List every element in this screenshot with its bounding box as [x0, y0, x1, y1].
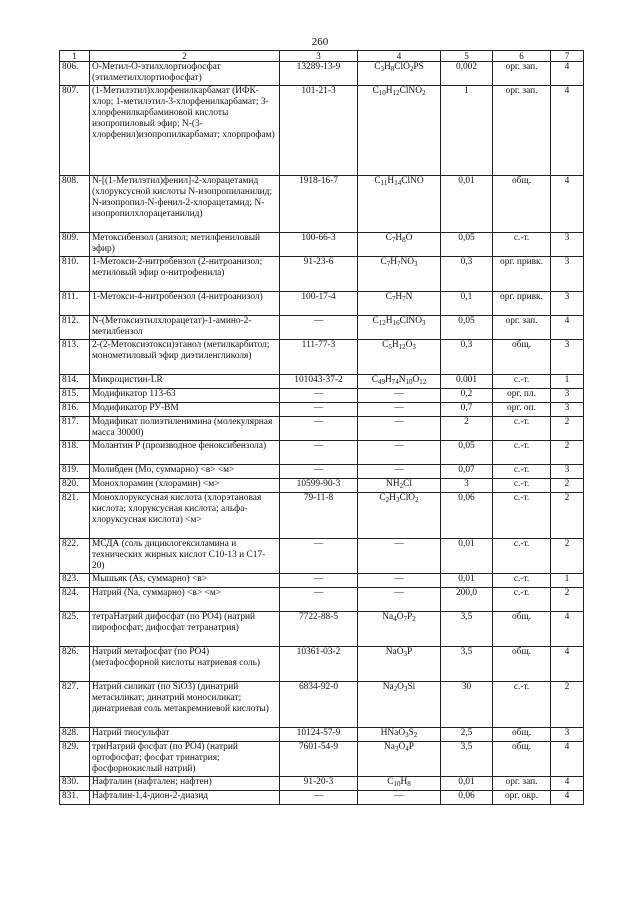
row-number: 808.	[60, 176, 90, 233]
row-number: 819.	[60, 465, 90, 479]
table-row	[60, 777, 584, 791]
limit-value: 0,06	[441, 493, 493, 539]
substance-name: Молантин Р (производное феноксибензола)	[90, 441, 280, 465]
chemical-formula: —	[358, 417, 441, 441]
table-row	[60, 176, 584, 233]
hazard-indicator: общ.	[493, 728, 551, 742]
limit-value: 0,05	[441, 233, 493, 257]
cas-number: 13289-13-9	[280, 62, 358, 86]
row-number: 827.	[60, 682, 90, 728]
row-number: 810.	[60, 257, 90, 292]
limit-value: 0,01	[441, 777, 493, 791]
row-number: 825.	[60, 612, 90, 647]
row-number: 809.	[60, 233, 90, 257]
substance-table	[59, 50, 584, 805]
limit-value: 0.001	[441, 375, 493, 389]
table-row	[60, 403, 584, 417]
table-row	[60, 682, 584, 728]
substance-name: МСДА (соль дициклогексиламина и технических жирных кислот С10-13 и С17-20)	[90, 539, 280, 574]
chemical-formula: —	[358, 588, 441, 612]
hazard-class: 4	[551, 742, 584, 777]
limit-value: 0,01	[441, 176, 493, 233]
limit-value: 200,0	[441, 588, 493, 612]
substance-name: Нафталин (нафтален; нафтен)	[90, 777, 280, 791]
hazard-class: 2	[551, 539, 584, 574]
hazard-indicator: с.-т.	[493, 539, 551, 574]
column-header: 6	[493, 51, 551, 62]
row-number: 807.	[60, 86, 90, 176]
substance-name: Натрий метафосфат (по PO4) (метафосфорной кислоты натриевая соль)	[90, 647, 280, 682]
chemical-formula: $Na_2O_3Si$	[358, 682, 441, 728]
table-row	[60, 86, 584, 176]
hazard-indicator: с.-т.	[493, 682, 551, 728]
hazard-indicator: орг. привк.	[493, 257, 551, 292]
cas-number: 7722-88-5	[280, 612, 358, 647]
row-number: 823.	[60, 574, 90, 588]
chemical-formula: $C_7H_7NO_3$	[358, 257, 441, 292]
substance-name: тетраНатрий дифосфат (по PO4) (натрий пирофосфат; дифосфат тетранатрия)	[90, 612, 280, 647]
column-header: 1	[60, 51, 90, 62]
table-row	[60, 539, 584, 574]
substance-name: Микроцистин-LR	[90, 375, 280, 389]
cas-number: —	[280, 389, 358, 403]
hazard-indicator: орг. зап.	[493, 777, 551, 791]
substance-name: Молибден (Mo, суммарно) <в> <м>	[90, 465, 280, 479]
limit-value: 3,5	[441, 742, 493, 777]
hazard-class: 3	[551, 340, 584, 375]
row-number: 831.	[60, 791, 90, 805]
hazard-indicator: общ.	[493, 647, 551, 682]
table-row	[60, 465, 584, 479]
limit-value: 3,5	[441, 647, 493, 682]
hazard-indicator: орг. привк.	[493, 292, 551, 316]
hazard-class: 2	[551, 682, 584, 728]
row-number: 821.	[60, 493, 90, 539]
row-number: 811.	[60, 292, 90, 316]
column-header-row	[60, 51, 584, 62]
table-row	[60, 257, 584, 292]
table-row	[60, 791, 584, 805]
hazard-class: 2	[551, 588, 584, 612]
substance-name: Натрий (Na, суммарно) <в> <м>	[90, 588, 280, 612]
chemical-formula: $C_{12}H_{16}ClNO_3$	[358, 316, 441, 340]
limit-value: 3	[441, 479, 493, 493]
hazard-indicator: общ.	[493, 612, 551, 647]
substance-name: Метоксибензол (анизол; метилфениловый эфир)	[90, 233, 280, 257]
table-row	[60, 574, 584, 588]
row-number: 824.	[60, 588, 90, 612]
limit-value: 0,07	[441, 465, 493, 479]
row-number: 826.	[60, 647, 90, 682]
cas-number: 10124-57-9	[280, 728, 358, 742]
table-row	[60, 389, 584, 403]
row-number: 815.	[60, 389, 90, 403]
hazard-class: 2	[551, 417, 584, 441]
substance-name: триНатрий фосфат (по PO4) (натрий ортофосфат; фосфат тринатрия; фосфорнокислый натрий)	[90, 742, 280, 777]
hazard-class: 2	[551, 493, 584, 539]
table-row	[60, 292, 584, 316]
cas-number: —	[280, 588, 358, 612]
column-header: 4	[358, 51, 441, 62]
hazard-indicator: общ.	[493, 340, 551, 375]
hazard-class: 4	[551, 647, 584, 682]
cas-number: 10361-03-2	[280, 647, 358, 682]
hazard-class: 1	[551, 375, 584, 389]
hazard-class: 4	[551, 612, 584, 647]
hazard-indicator: с.-т.	[493, 479, 551, 493]
substance-name: Монохлоруксусная кислота (хлорэтановая кислота; хлоруксусная кислота; альфа- хлоруксусная кислота) <м>	[90, 493, 280, 539]
substance-name: 1-Метокси-4-нитробензол (4-нитроанизол)	[90, 292, 280, 316]
cas-number: —	[280, 574, 358, 588]
row-number: 830.	[60, 777, 90, 791]
hazard-indicator: орг. зап.	[493, 316, 551, 340]
hazard-indicator: орг. зап.	[493, 62, 551, 86]
row-number: 828.	[60, 728, 90, 742]
row-number: 829.	[60, 742, 90, 777]
row-number: 822.	[60, 539, 90, 574]
cas-number: 1918-16-7	[280, 176, 358, 233]
chemical-formula: $Na_4O_7P_2$	[358, 612, 441, 647]
substance-name: 2-(2-Метоксиэтокси)этанол (метилкарбитол; монометиловый эфир диэтиленгликоля)	[90, 340, 280, 375]
substance-name: Мышьяк (As, суммарно) <в>	[90, 574, 280, 588]
limit-value: 0,01	[441, 539, 493, 574]
row-number: 817.	[60, 417, 90, 441]
chemical-formula: $C_7H_7N$	[358, 292, 441, 316]
hazard-class: 4	[551, 62, 584, 86]
substance-name: N-(Метоксиэтилхлорацетат)-1-амино-2-метилбензол	[90, 316, 280, 340]
cas-number: 100-66-3	[280, 233, 358, 257]
row-number: 818.	[60, 441, 90, 465]
cas-number: 91-23-6	[280, 257, 358, 292]
chemical-formula: $HNaO_3S_2$	[358, 728, 441, 742]
substance-name: Модификатор РУ-ВМ	[90, 403, 280, 417]
cas-number: —	[280, 791, 358, 805]
cas-number: 79-11-8	[280, 493, 358, 539]
hazard-class: 2	[551, 441, 584, 465]
row-number: 814.	[60, 375, 90, 389]
cas-number: 111-77-3	[280, 340, 358, 375]
chemical-formula: $C_7H_8O$	[358, 233, 441, 257]
chemical-formula: $C_2H_3ClO_2$	[358, 493, 441, 539]
hazard-indicator: с.-т.	[493, 493, 551, 539]
hazard-indicator: общ.	[493, 742, 551, 777]
cas-number: —	[280, 403, 358, 417]
row-number: 816.	[60, 403, 90, 417]
limit-value: 0,3	[441, 340, 493, 375]
table-row	[60, 375, 584, 389]
substance-name: Натрий силикат (по SiO3) (динатрий метасиликат; динатрий моносиликат; динатриевая соль метакремниевой кислоты)	[90, 682, 280, 728]
cas-number: —	[280, 417, 358, 441]
hazard-indicator: общ.	[493, 176, 551, 233]
column-header: 2	[90, 51, 280, 62]
substance-name: Модификатор 113-63	[90, 389, 280, 403]
table-row	[60, 742, 584, 777]
hazard-class: 4	[551, 176, 584, 233]
hazard-class: 2	[551, 479, 584, 493]
table-row	[60, 340, 584, 375]
hazard-class: 3	[551, 465, 584, 479]
cas-number: —	[280, 316, 358, 340]
chemical-formula: —	[358, 539, 441, 574]
cas-number: 7601-54-9	[280, 742, 358, 777]
hazard-class: 3	[551, 257, 584, 292]
column-header: 5	[441, 51, 493, 62]
chemical-formula: —	[358, 389, 441, 403]
substance-name: О-Метил-О-этилхлортиофосфат (этилметилхлортиофосфат)	[90, 62, 280, 86]
substance-name: 1-Метокси-2-нитробензол (2-нитроанизол; метиловый эфир о-нитрофенила)	[90, 257, 280, 292]
hazard-class: 4	[551, 791, 584, 805]
hazard-class: 3	[551, 292, 584, 316]
hazard-indicator: с.-т.	[493, 233, 551, 257]
column-header: 3	[280, 51, 358, 62]
chemical-formula: —	[358, 791, 441, 805]
limit-value: 0,002	[441, 62, 493, 86]
cas-number: —	[280, 539, 358, 574]
cas-number: 6834-92-0	[280, 682, 358, 728]
substance-name: (1-Метилэтил)хлорфенилкарбамат (ИФК-хлор; 1-метилэтил-3-хлорфенилкарбамат; 3-хлорфенилкарбаминовой кислоты изопропиловый эфир; N-(3-хлорфенил)изопропилкарбамат; хлорпрофам)	[90, 86, 280, 176]
hazard-indicator: с.-т.	[493, 441, 551, 465]
chemical-formula: $C_{49}H_{74}N_{10}O_{12}$	[358, 375, 441, 389]
hazard-class: 1	[551, 574, 584, 588]
hazard-class: 3	[551, 728, 584, 742]
limit-value: 0,7	[441, 403, 493, 417]
table-row	[60, 647, 584, 682]
chemical-formula: $C_3H_8ClO_2PS$	[358, 62, 441, 86]
substance-name: Нафталин-1,4-дион-2-диазид	[90, 791, 280, 805]
hazard-class: 3	[551, 403, 584, 417]
table-body	[60, 62, 584, 805]
cas-number: 100-17-4	[280, 292, 358, 316]
hazard-indicator: орг. пл.	[493, 389, 551, 403]
chemical-formula: —	[358, 574, 441, 588]
cas-number: —	[280, 465, 358, 479]
hazard-class: 3	[551, 389, 584, 403]
chemical-formula: $C_{10}H_{12}ClNO_2$	[358, 86, 441, 176]
chemical-formula: $Na_3O_4P$	[358, 742, 441, 777]
hazard-indicator: с.-т.	[493, 375, 551, 389]
hazard-indicator: с.-т.	[493, 588, 551, 612]
chemical-formula: NaO$_3$P	[358, 647, 441, 682]
limit-value: 30	[441, 682, 493, 728]
limit-value: 0,2	[441, 389, 493, 403]
hazard-indicator: орг. окр.	[493, 791, 551, 805]
hazard-class: 4	[551, 86, 584, 176]
hazard-class: 4	[551, 777, 584, 791]
chemical-formula: $C_{10}H_8$	[358, 777, 441, 791]
substance-name: Натрий тиосульфат	[90, 728, 280, 742]
table-row	[60, 441, 584, 465]
cas-number: 10599-90-3	[280, 479, 358, 493]
chemical-formula: —	[358, 441, 441, 465]
chemical-formula: $C_5H_{12}O_3$	[358, 340, 441, 375]
chemical-formula: $C_{11}H_{14}ClNO$	[358, 176, 441, 233]
limit-value: 3,5	[441, 612, 493, 647]
limit-value: 2,5	[441, 728, 493, 742]
limit-value: 0,05	[441, 441, 493, 465]
limit-value: 0,1	[441, 292, 493, 316]
table-row	[60, 316, 584, 340]
hazard-indicator: с.-т.	[493, 574, 551, 588]
cas-number: 101-21-3	[280, 86, 358, 176]
table-row	[60, 479, 584, 493]
cas-number: 101043-37-2	[280, 375, 358, 389]
hazard-class: 4	[551, 316, 584, 340]
row-number: 813.	[60, 340, 90, 375]
column-header: 7	[551, 51, 584, 62]
table-row	[60, 233, 584, 257]
hazard-indicator: с.-т.	[493, 465, 551, 479]
row-number: 820.	[60, 479, 90, 493]
table-row	[60, 728, 584, 742]
chemical-formula: —	[358, 465, 441, 479]
table-row	[60, 493, 584, 539]
row-number: 806.	[60, 62, 90, 86]
chemical-formula: —	[358, 403, 441, 417]
table-row	[60, 612, 584, 647]
substance-name: N-[(1-Метилэтил)фенил]-2-хлорацетамид (хлоруксусной кислоты N-изопропиланилид; N-изопропил-N-фенил-2-хлорацетамид; N-изопропилхлорацетанилид)	[90, 176, 280, 233]
cas-number: —	[280, 441, 358, 465]
chemical-formula: $NH_2Cl$	[358, 479, 441, 493]
row-number: 812.	[60, 316, 90, 340]
table-row	[60, 62, 584, 86]
limit-value: 1	[441, 86, 493, 176]
table-row	[60, 588, 584, 612]
limit-value: 0,05	[441, 316, 493, 340]
substance-name: Монохлорамин (хлорамин) <м>	[90, 479, 280, 493]
cas-number: 91-20-3	[280, 777, 358, 791]
hazard-indicator: с.-т.	[493, 417, 551, 441]
hazard-indicator: орг. зап.	[493, 86, 551, 176]
page-number: 260	[311, 36, 329, 48]
hazard-indicator: орг. оп.	[493, 403, 551, 417]
substance-name: Модификат полиэтиленимина (молекулярная масса 30000)	[90, 417, 280, 441]
limit-value: 2	[441, 417, 493, 441]
limit-value: 0,3	[441, 257, 493, 292]
limit-value: 0,01	[441, 574, 493, 588]
table-row	[60, 417, 584, 441]
hazard-class: 3	[551, 233, 584, 257]
limit-value: 0,06	[441, 791, 493, 805]
